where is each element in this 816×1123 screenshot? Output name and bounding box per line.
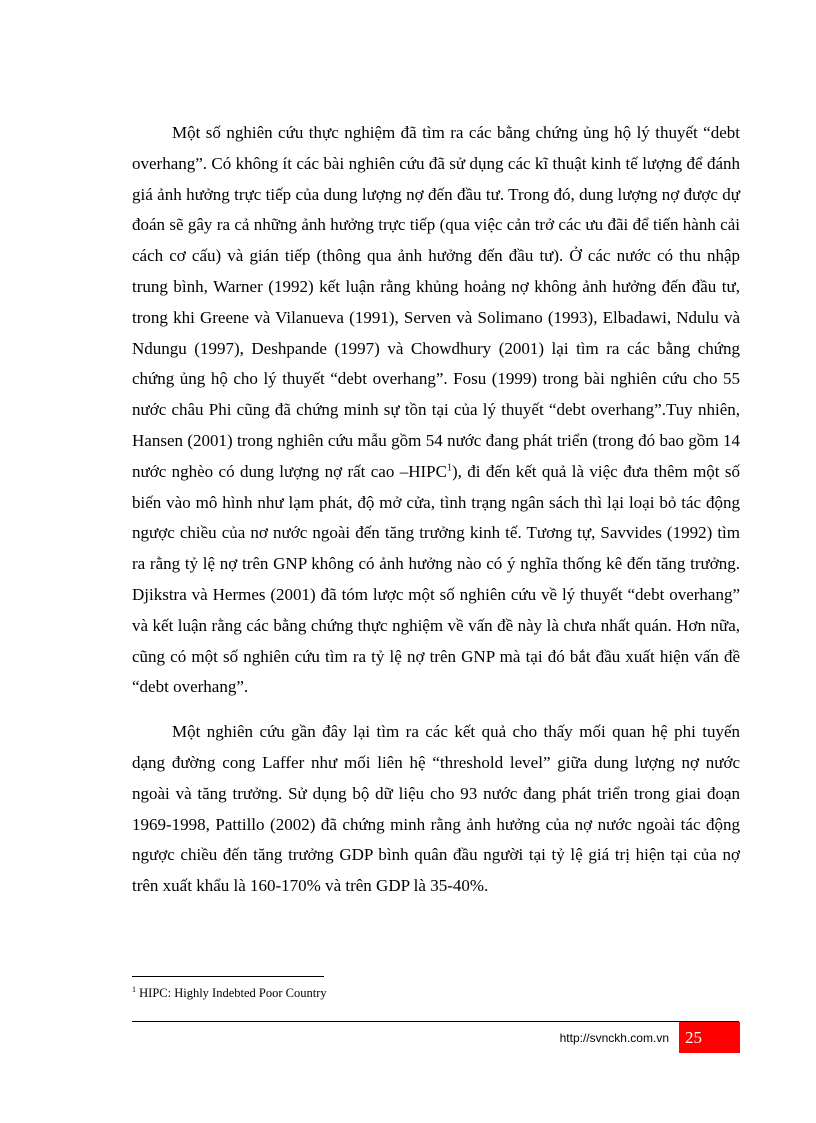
paragraph-1-text-a: Một số nghiên cứu thực nghiệm đã tìm ra các bằng chứng ủng hộ lý thuyết “debt overhang”. Có không ít các bài nghiên cứu đã sử dụng các kĩ thuật kinh tế lượng để đánh giá ảnh hưởng trực tiếp của dung lượng nợ đến đầu tư. Trong đó, dung lượng nợ được dự đoán sẽ gây ra cả những ảnh hưởng trực tiếp (qua việc cản trở các ưu đãi để tiến hành cải cách cơ cấu) và gián tiếp (thông qua ảnh hưởng đến đầu tư). Ở các nước có thu nhập trung bình, Warner (1992) kết luận rằng khủng hoảng nợ không ảnh hưởng đến đầu tư, trong khi Greene và Vilanueva (1991), Serven và Solimano (1993), Elbadawi, Ndulu và Ndungu (1997), Deshpande (1997) và Chowdhury (2001) lại tìm ra các bằng chứng chứng ủng hộ cho lý thuyết “debt overhang”. Fosu (1999) trong bài nghiên cứu cho 55 nước châu Phi cũng đã chứng minh sự tồn tại của lý thuyết “debt overhang”.Tuy nhiên, Hansen (2001) trong nghiên cứu mẫu gồm 54 nước đang phát triển (trong đó bao gồm 14 nước nghèo có dung lượng nợ rất cao –HIPC <box>132 123 740 481</box>
page-number: 25 <box>685 1028 702 1047</box>
footnote-number: 1 <box>132 984 136 994</box>
footnote-text: HIPC: Highly Indebted Poor Country <box>136 986 327 1000</box>
paragraph-1 <box>132 118 740 703</box>
footer-divider <box>132 1021 739 1022</box>
footnote-reference: 1 <box>446 462 452 474</box>
footer-url-link[interactable]: http://svnckh.com.vn <box>559 1031 669 1045</box>
footnote-separator <box>132 976 324 977</box>
footnote <box>132 985 732 1001</box>
page-number-box <box>679 1022 740 1053</box>
paragraph-1-text-b: ), đi đến kết quả là việc đưa thêm một số biến vào mô hình như lạm phát, độ mở cửa, tình trạng ngân sách thì lại loại bỏ tác động ngược chiều của nơ nước ngoài đến tăng trưởng kinh tế. Tương tự, Savvides (1992) tìm ra rằng tỷ lệ nợ trên GNP không có ảnh hưởng nào có ý nghĩa thống kê đến tăng trưởng. Djikstra và Hermes (2001) đã tóm lược một số nghiên cứu về lý thuyết “debt overhang” và kết luận rằng các bằng chứng thực nghiệm về vấn đề này là chưa nhất quán. Hơn nữa, cũng có một số nghiên cứu tìm ra tỷ lệ nợ trên GNP mà tại đó bắt đầu xuất hiện vấn đề “debt overhang”. <box>132 461 741 697</box>
body-text <box>132 118 740 916</box>
paragraph-2: Một nghiên cứu gần đây lại tìm ra các kết quả cho thấy mối quan hệ phi tuyến dạng đường cong Laffer như mối liên hệ “threshold level” giữa dung lượng nợ nước ngoài và tăng trưởng. Sử dụng bộ dữ liệu cho 93 nước đang phát triển trong giai đoạn 1969-1998, Pattillo (2002) đã chứng minh rằng ảnh hưởng của nợ nước ngoài tác động ngược chiều đến tăng trưởng GDP bình quân đầu người tại tỷ lệ giá trị hiện tại của nợ trên xuất khẩu là 160-170% và trên GDP là 35-40%. <box>132 722 740 896</box>
